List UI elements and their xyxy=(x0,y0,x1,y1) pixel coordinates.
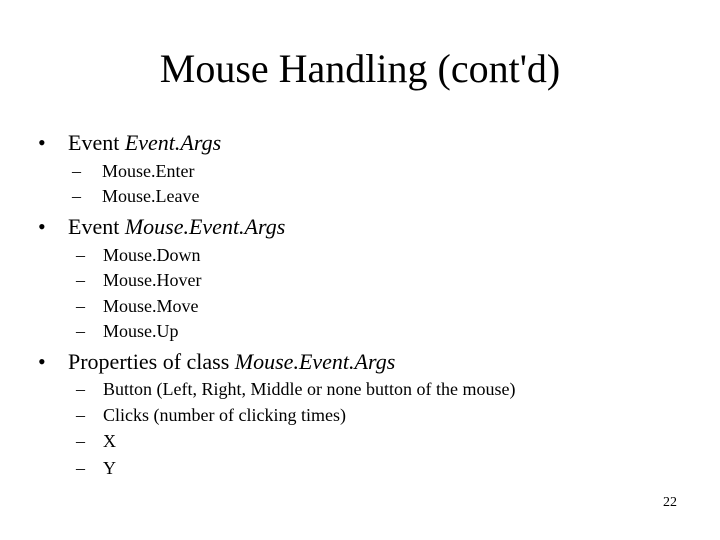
bullet-mouse-event-args xyxy=(38,213,285,241)
list-item xyxy=(76,378,515,400)
list-item xyxy=(76,244,201,266)
bullet-properties xyxy=(38,348,395,376)
list-item xyxy=(72,160,194,182)
bullet-marker: • xyxy=(38,130,46,155)
dash-marker: – xyxy=(76,431,85,451)
list-item xyxy=(76,269,201,291)
list-item xyxy=(76,320,179,342)
list-item xyxy=(72,185,199,207)
dash-marker: – xyxy=(76,321,85,341)
list-item-label: Mouse.Move xyxy=(103,296,199,316)
bullet-marker: • xyxy=(38,349,46,374)
list-item-label: Clicks (number of clicking times) xyxy=(103,405,346,425)
dash-marker: – xyxy=(76,270,85,290)
bullet-prefix: Event xyxy=(68,130,125,155)
list-item-label: Mouse.Up xyxy=(103,321,179,341)
list-item-label: X xyxy=(103,431,116,451)
dash-marker: – xyxy=(76,245,85,265)
list-item xyxy=(76,430,116,452)
bullet-event-args xyxy=(38,129,221,157)
dash-marker: – xyxy=(76,296,85,316)
list-item-label: Mouse.Leave xyxy=(102,186,200,206)
list-item xyxy=(76,295,199,317)
page-number: 22 xyxy=(663,495,677,510)
bullet-marker: • xyxy=(38,214,46,239)
dash-marker: – xyxy=(76,405,85,425)
list-item-label: Mouse.Enter xyxy=(102,161,195,181)
list-item-label: Mouse.Hover xyxy=(103,270,202,290)
list-item-label: Mouse.Down xyxy=(103,245,201,265)
dash-marker: – xyxy=(72,161,81,181)
bullet-type-name: Event.Args xyxy=(124,130,222,155)
dash-marker: – xyxy=(76,379,85,399)
bullet-type-name: Mouse.Event.Args xyxy=(124,214,286,239)
bullet-prefix: Event xyxy=(68,214,125,239)
slide-title: Mouse Handling (cont'd) xyxy=(159,46,561,91)
list-item-label: Button (Left, Right, Middle or none button of the mouse) xyxy=(103,379,516,399)
list-item xyxy=(76,457,116,479)
bullet-prefix: Properties of class xyxy=(68,349,235,374)
dash-marker: – xyxy=(72,186,81,206)
dash-marker: – xyxy=(76,458,85,478)
list-item-label: Y xyxy=(103,458,116,478)
list-item xyxy=(76,404,346,426)
bullet-type-name: Mouse.Event.Args xyxy=(234,349,396,374)
